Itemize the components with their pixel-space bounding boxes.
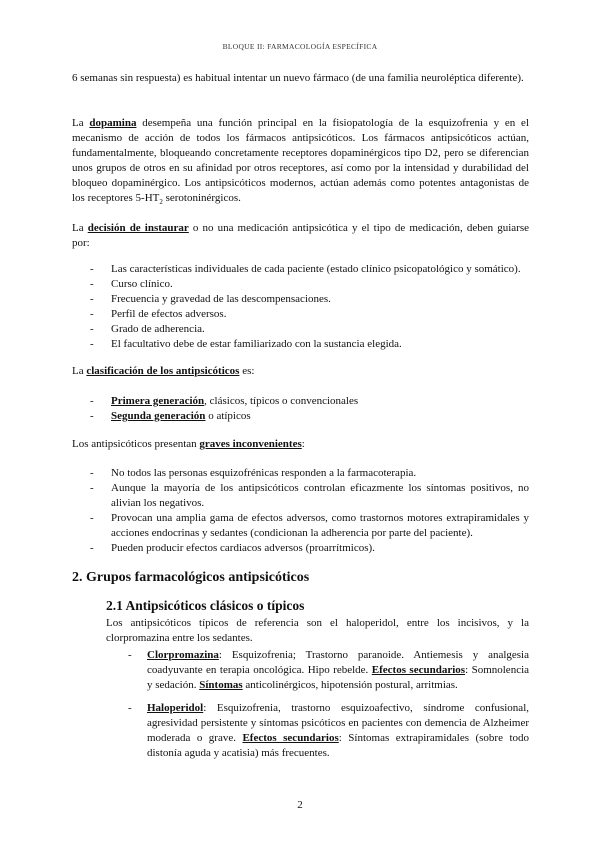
classification-term: clasificación de los antipsicóticos [86, 365, 240, 377]
drug-list [72, 648, 529, 761]
list-item: - El facultativo debe de estar familiarizado con la sustancia elegida. [90, 338, 402, 350]
subsection-title: 2.1 Antipsicóticos clásicos o típicos [106, 598, 305, 613]
classification-pre: La [72, 365, 87, 377]
intro-text: 6 semanas sin respuesta) es habitual intentar un nuevo fármaco (de una familia neuroléptica diferente). [72, 72, 524, 84]
decision-body: o no una medicación antipsicótica y el tipo de medicación, deben guiarse por: [72, 222, 529, 249]
dopamine-end: serotoninérgicos. [162, 192, 241, 204]
inconvenientes-list [90, 466, 529, 556]
inconvenientes-paragraph [72, 437, 529, 452]
intro-paragraph [72, 71, 529, 86]
dopamine-body: desempeña una función principal en la fisiopatología de la esquizofrenia y en el mecanismo de acción de todos los fármacos antipsicóticos. Los fármacos antipsicóticos actúan, fundamentalmente, bloqueando concretamente receptores dopaminérgicos tipo D2, pero se diferencian unos grupos de otros en su afinidad por otros receptores, así como por la intensidad y durabilidad del bloqueo dopaminérgico. Los antipsicóticos modernos, actúan además como potentes antagonistas de los receptores 5-HT [72, 117, 529, 204]
dopamine-term: dopamina [89, 117, 137, 129]
subsection-heading [72, 598, 529, 613]
decision-paragraph [72, 221, 529, 251]
dopamine-paragraph [72, 116, 529, 206]
section-title: 2. Grupos farmacológicos antipsicóticos [72, 570, 310, 585]
list-item: - Perfil de efectos adversos. [90, 308, 227, 320]
classification-list [90, 394, 529, 424]
inconvenientes-post: : [301, 438, 305, 450]
drug-item-clorpromazina: - Clorpromazina: Esquizofrenia; Trastorno paranoide. Antiemesis y analgesia coadyuvante en terapia oncológica. Hipo rebelde. Efectos secundarios: Somnolencia y sedación. Síntomas anticolinérgicos, hipotensión postural, arritmias. [128, 649, 530, 691]
section-heading [72, 570, 529, 585]
list-item: - Primera generación, clásicos, típicos o convencionales [90, 395, 359, 407]
page-number: 2 [297, 799, 303, 811]
list-item: - Provocan una amplia gama de efectos adversos, como trastornos motores extrapiramidales y acciones endocrinas y sedantes (condicionan la adherencia por parte del paciente). [90, 512, 529, 539]
subsection-text: Los antipsicóticos típicos de referencia son el haloperidol, entre los incisivos, y la clorpromazina entre los sedantes. [106, 617, 529, 644]
decision-list [90, 262, 529, 352]
dopamine-subscript: 2 [159, 198, 163, 207]
inconvenientes-term: graves inconvenientes [199, 438, 302, 450]
list-item: - Las características individuales de cada paciente (estado clínico psicopatológico y somático). [90, 263, 521, 275]
inconvenientes-pre: Los antipsicóticos presentan [72, 438, 200, 450]
drug-item-haloperidol: - Haloperidol: Esquizofrenia, trastorno esquizoafectivo, síndrome confusional, agresividad persistente y síntomas psicóticos en pacientes con demencia de Alzheimer moderada o grave. Efectos secundarios: Síntomas extrapiramidales (sobre todo distonía aguda y acatisia) más frecuentes. [128, 702, 529, 759]
list-item: - Pueden producir efectos cardiacos adversos (proarrítmicos). [90, 542, 375, 554]
drug-name: Clorpromazina [147, 649, 219, 661]
list-item: - Aunque la mayoría de los antipsicóticos controlan eficazmente los síntomas positivos, no alivian los negativos. [90, 482, 529, 509]
list-item: - No todos las personas esquizofrénicas responden a la farmacoterapia. [90, 467, 417, 479]
dopamine-pre: La [72, 117, 90, 129]
decision-pre: La [72, 222, 88, 234]
subsection-paragraph [106, 616, 529, 646]
classification-paragraph [72, 364, 529, 379]
list-item: - Frecuencia y gravedad de las descompensaciones. [90, 293, 331, 305]
decision-term: decisión de instaurar [87, 222, 189, 234]
list-item: - Grado de adherencia. [90, 323, 205, 335]
page-header: BLOQUE II: FARMACOLOGÍA ESPECÍFICA [222, 42, 378, 51]
list-item: - Segunda generación o atípicos [90, 410, 251, 422]
classification-post: es: [239, 365, 255, 377]
drug-name: Haloperidol [147, 702, 204, 714]
list-item: - Curso clínico. [90, 278, 173, 290]
